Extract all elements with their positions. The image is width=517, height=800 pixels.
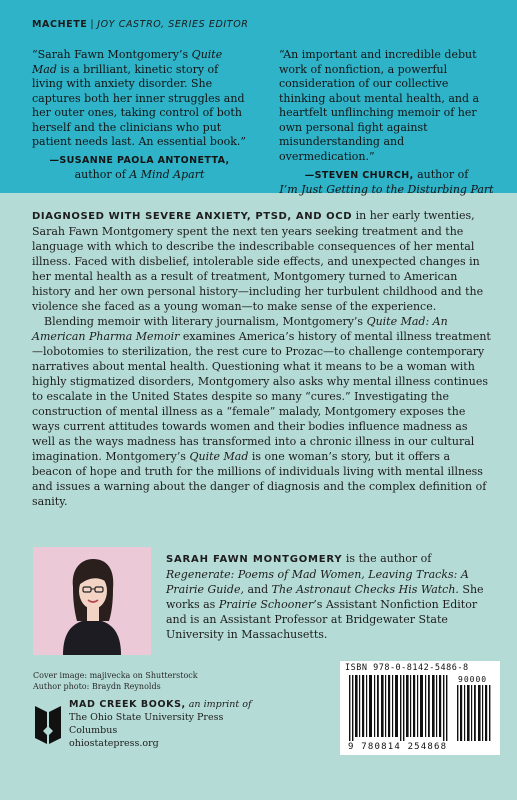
blurb-church	[279, 48, 494, 197]
description-text: Blending memoir with literary journalism, Montgomery’s	[44, 315, 367, 328]
author-name: SARAH FAWN MONTGOMERY	[166, 554, 343, 565]
description-book-title: Quite Mad: An American Pharma Memoir	[32, 315, 448, 343]
imprint-subtitle: an imprint of	[185, 699, 252, 710]
bio-text: She works as	[166, 583, 484, 611]
blurb-quote-text: “Sarah Fawn Montgomery’s	[32, 48, 192, 61]
imprint-name: MAD CREEK BOOKS,	[69, 699, 186, 710]
blurb-quote-text: is a brilliant, kinetic story of living with anxiety disorder. She captures both her inner struggles and her outer ones, taking control of both herself and the clinicians who put patient needs last. An essential book.”	[32, 62, 246, 148]
press-city: Columbus	[69, 725, 118, 736]
blurb-credit-prefix: author of	[74, 167, 130, 181]
author-bio	[166, 551, 494, 642]
blurb-credit-book: A Mind Apart	[129, 167, 205, 181]
blurb-author: —STEVEN CHURCH,	[304, 170, 414, 181]
blurb-quote: “An important and incredible debut work of nonfiction, a powerful consideration of our collective thinking about mental health, and a heartfelt unflinching memoir of her own personal fight against misunderstanding and overmedication.”	[279, 48, 480, 163]
blurb-quote	[32, 48, 247, 150]
blurb-antonetta	[32, 48, 247, 182]
endorsement-band	[0, 0, 517, 196]
cover-image-credit: Cover image: majivecka on Shutterstock	[33, 671, 198, 680]
press-name: The Ohio State University Press	[69, 712, 224, 723]
image-credits	[33, 670, 198, 692]
barcode-bars-icon	[345, 675, 495, 743]
bio-book-title: Regenerate: Poems of Mad Women, Leaving Tracks: A Prairie Guide,	[166, 568, 469, 596]
series-separator: |	[90, 19, 95, 30]
description-text: is one woman’s story, but it offers a beacon of hope and truth for the millions of individuals living with mental illness and issues a warning about the danger of diagnosis and the complex definition of sanity.	[32, 450, 487, 508]
bio-text: is the author of	[342, 552, 432, 565]
author-portrait-illustration	[33, 547, 151, 655]
blurb-attribution	[32, 154, 247, 182]
description-paragraph-2	[32, 314, 492, 509]
book-description	[32, 208, 492, 509]
barcode-ean-number: 9 780814 254868	[348, 742, 448, 752]
description-text: examines America’s history of mental illness treatment—lobotomies to sterilization, the rest cure to Prozac—to challenge contemporary narratives about mental health. Questioning what it means to be a woman with highly stigmatized disorders, Montgomery also asks why mental illness continues to escalate in the United States despite so many “cures.” Investigating the construction of mental illness as a “female” malady, Montgomery exposes the ways current attitudes towards women and their bodies influence madness as well as the ways madness has transformed into a chronic illness in our cultural imagination. Montgomery’s	[32, 330, 491, 463]
press-website: ohiostatepress.org	[69, 738, 159, 749]
bio-journal-title: Prairie Schooner	[218, 598, 314, 611]
isbn-barcode	[340, 661, 500, 755]
bio-text: ’s Assistant Nonfiction Editor and is an Assistant Professor at Bridgewater State University in Massachusetts.	[166, 598, 478, 641]
blurb-credit-prefix: author of	[413, 168, 469, 181]
series-line	[32, 19, 249, 30]
author-photo	[33, 547, 151, 655]
description-text: in her early twenties, Sarah Fawn Montgomery spent the next ten years seeking treatment and the language with which to describe the indescribable consequences of her mental illness. Faced with disbelief, intolerable side effects, and unexpected changes in her mental health as a result of treatment, Montgomery turned to American history and her own personal history—including her turbulent childhood and the violence she faced as a young woman—to make sense of the experience.	[32, 209, 484, 313]
isbn-label: ISBN 978-0-8142-5486-8	[345, 663, 469, 673]
blurb-attribution	[279, 168, 494, 197]
blurb-author: —SUSANNE PAOLA ANTONETTA,	[49, 154, 230, 166]
description-book-title: Quite Mad	[189, 450, 249, 463]
description-lead: DIAGNOSED WITH SEVERE ANXIETY, PTSD, AND OCD	[32, 211, 353, 222]
blurb-credit-book: I’m Just Getting to the Disturbing Part	[279, 183, 494, 196]
author-photo-credit: Author photo: Braydn Reynolds	[33, 682, 161, 691]
bio-book-title: The Astronaut Checks His Watch.	[271, 583, 459, 596]
bio-text: and	[243, 583, 272, 596]
series-publisher: MACHETE	[32, 19, 88, 30]
imprint-text	[69, 698, 329, 750]
open-book-logo-icon	[33, 704, 63, 746]
description-paragraph-1	[32, 208, 492, 314]
blurb-book-title: Quite Mad	[32, 48, 223, 76]
series-editor: JOY CASTRO, SERIES EDITOR	[97, 19, 249, 30]
barcode-addon-number: 90000	[458, 675, 488, 684]
